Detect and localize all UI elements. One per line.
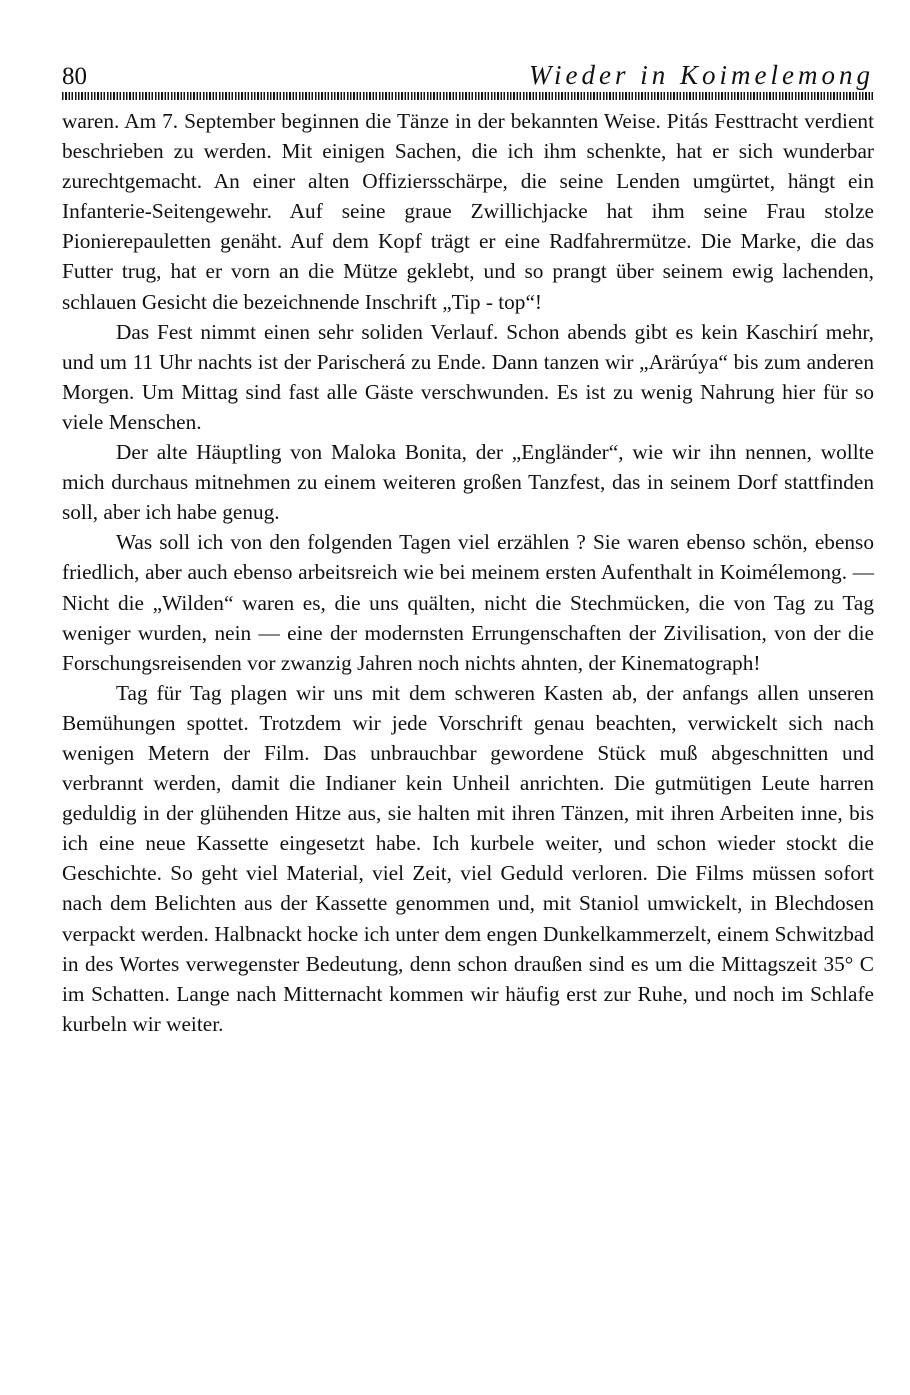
paragraph-2: Das Fest nimmt einen sehr soliden Verlauf. Schon abends gibt es kein Kaschirí mehr, und um 11 Uhr nachts ist der Parischerá zu Ende. Dann tanzen wir „Arärúya“ bis zum anderen Morgen. Um Mittag sind fast alle Gäste verschwunden. Es ist zu wenig Nahrung hier für so viele Menschen. xyxy=(62,319,874,434)
paragraph-4: Was soll ich von den folgenden Tagen viel erzählen ? Sie waren ebenso schön, ebenso friedlich, aber auch ebenso arbeitsreich wie bei meinem ersten Aufenthalt in Koimélemong. — Nicht die „Wilden“ waren es, die uns quälten, nicht die Stechmücken, die von Tag zu Tag weniger wurden, nein — eine der modernsten Errungenschaften der Zivilisation, von der die Forschungsreisenden vor zwanzig Jahren noch nichts ahnten, der Kinematograph! xyxy=(62,530,874,675)
paragraph-1: waren. Am 7. September beginnen die Tänze in der bekannten Weise. Pitás Festtracht verdient beschrieben zu werden. Mit einigen Sachen, die ich ihm schenkte, hat er sich wunderbar zurechtgemacht. An einer alten Offiziersschärpe, die seine Lenden umgürtet, hängt ein Infanterie-Seitengewehr. Auf seine graue Zwillichjacke hat ihm seine Frau stolze Pionierepauletten genäht. Auf dem Kopf trägt er eine Radfahrermütze. Die Marke, die das Futter trug, hat er vorn an die Mütze geklebt, und so prangt über seinem ewig lachenden, schlauen Gesicht die bezeichnende Inschrift „Tip - top“! xyxy=(62,109,874,314)
page-number: 80 xyxy=(62,63,87,90)
paragraph-5: Tag für Tag plagen wir uns mit dem schweren Kasten ab, der anfangs allen unseren Bemühungen spottet. Trotzdem wir jede Vorschrift genau beachten, verwickelt sich nach wenigen Metern der Film. Das unbrauchbar gewordene Stück muß abgeschnitten und verbrannt werden, damit die Indianer kein Unheil anrichten. Die gutmütigen Leute harren geduldig in der glühenden Hitze aus, sie halten mit ihren Tänzen, mit ihren Arbeiten inne, bis ich eine neue Kassette eingesetzt habe. Ich kurbele weiter, und schon wieder stockt die Geschichte. So geht viel Material, viel Zeit, viel Geduld verloren. Die Films müssen sofort nach dem Belichten aus der Kassette genommen und, mit Staniol umwickelt, in Blechdosen verpackt werden. Halbnackt hocke ich unter dem engen Dunkelkammerzelt, einem Schwitzbad in des Wortes verwegenster Bedeutung, denn schon draußen sind es um die Mittagszeit 35° C im Schatten. Lange nach Mitternacht kommen wir häufig erst zur Ruhe, und noch im Schlafe kurbeln wir weiter. xyxy=(62,680,874,1036)
running-title: Wieder in Koimelemong xyxy=(529,60,874,90)
body-text xyxy=(62,106,874,1039)
header-rule xyxy=(62,92,874,100)
book-page xyxy=(62,60,874,1039)
paragraph-3: Der alte Häuptling von Maloka Bonita, der „Engländer“, wie wir ihn nennen, wollte mich durchaus mitnehmen zu einem weiteren großen Tanzfest, das in seinem Dorf stattfinden soll, aber ich habe genug. xyxy=(62,440,874,525)
page-header xyxy=(62,60,874,90)
